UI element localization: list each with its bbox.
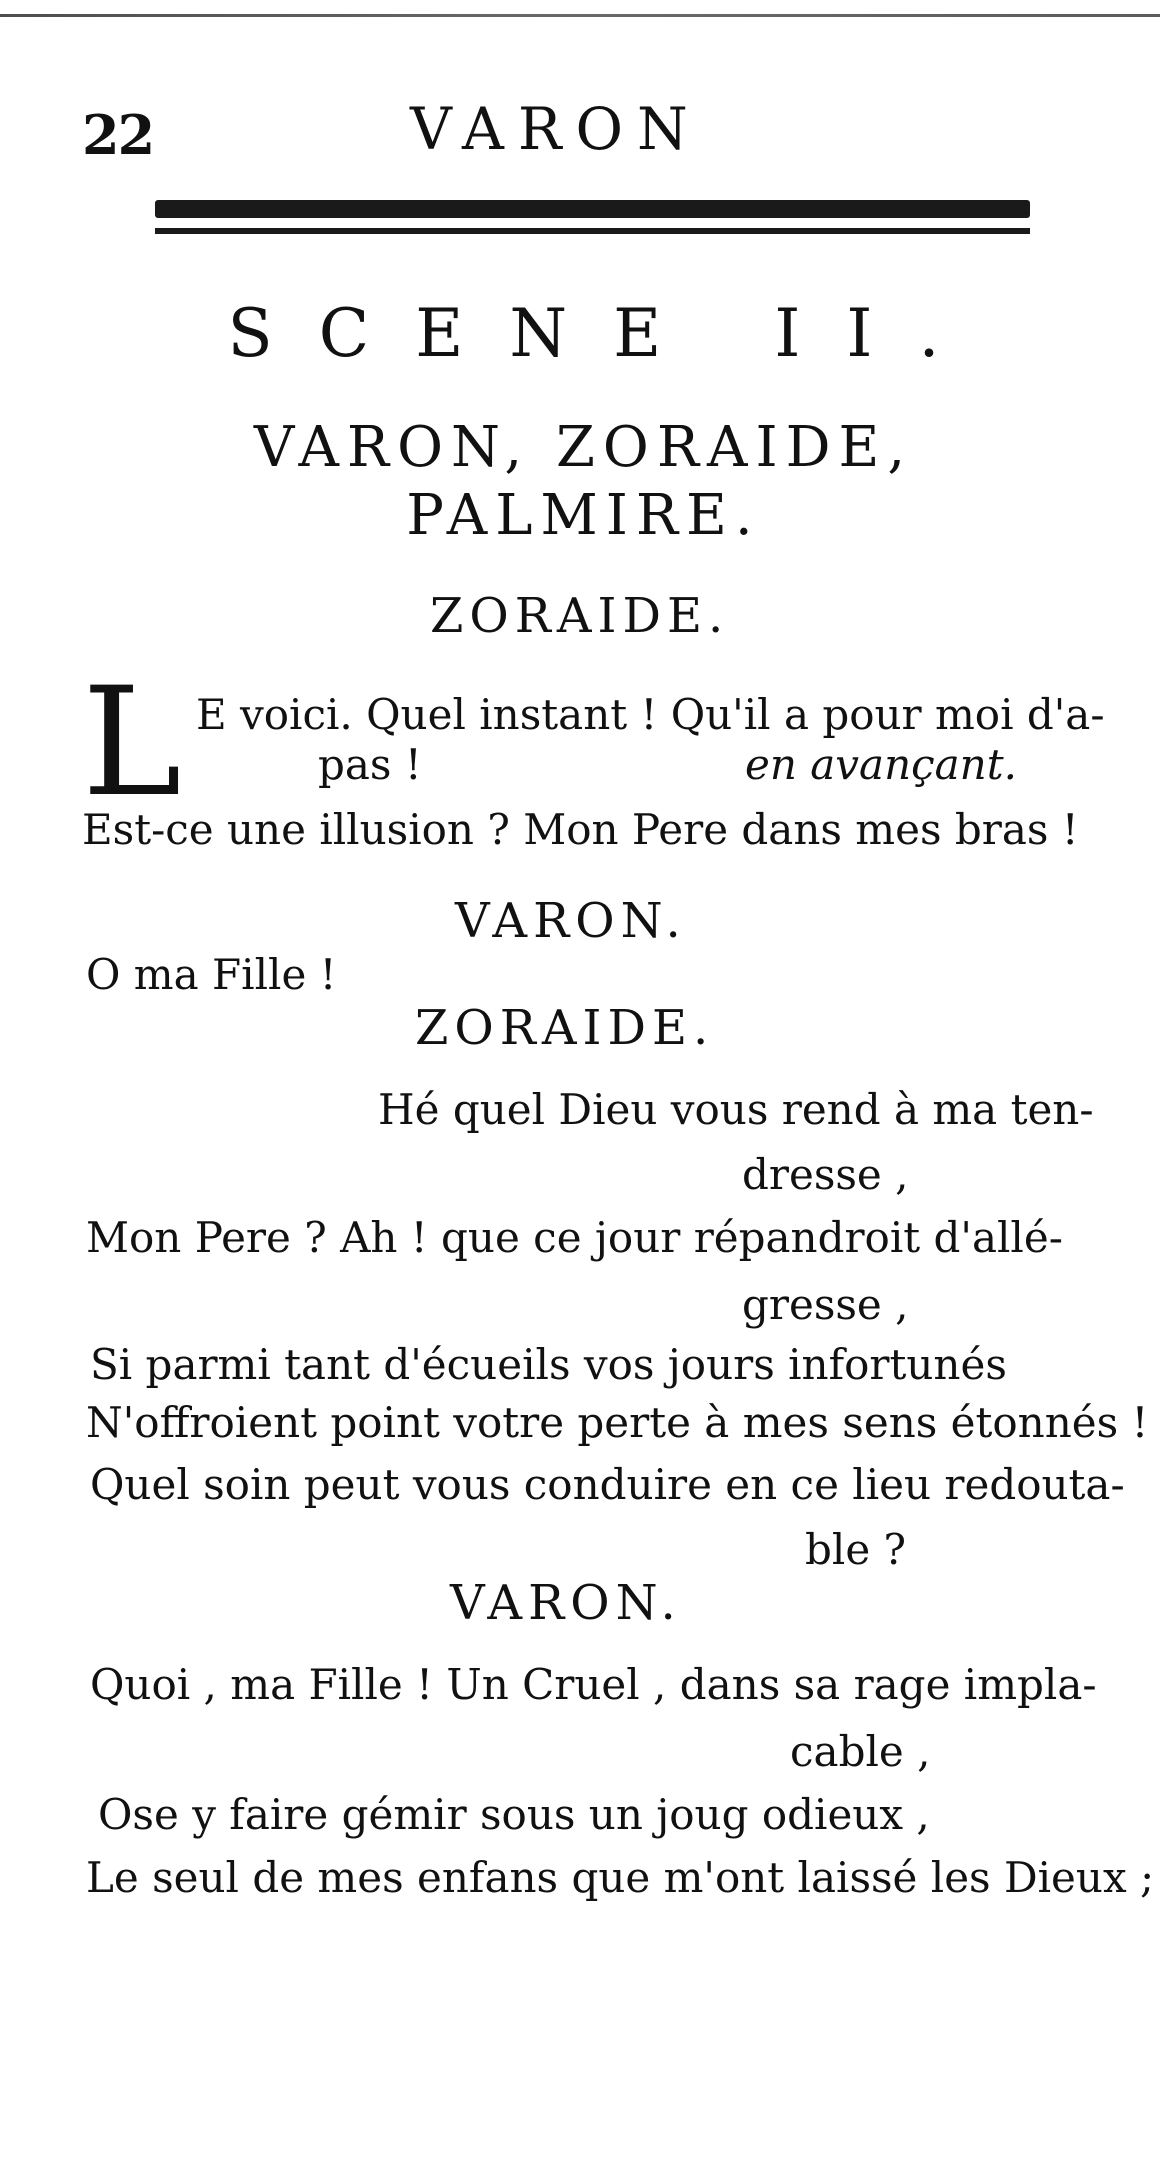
verse-line: dresse ,	[742, 1150, 909, 1199]
stage-direction: en avançant.	[745, 740, 1017, 789]
page-number: 22	[82, 103, 154, 167]
cast-line-2: PALMIRE.	[406, 483, 761, 548]
verse-line: Mon Pere ? Ah ! que ce jour répandroit d'allé-	[86, 1213, 1063, 1262]
verse-line: Hé quel Dieu vous rend à ma ten-	[378, 1085, 1094, 1134]
scene-title: SCENE II.	[227, 295, 986, 372]
verse-line: N'offroient point votre perte à mes sens étonnés !	[86, 1398, 1149, 1447]
verse-line: gresse ,	[742, 1280, 909, 1329]
speaker-name: ZORAIDE.	[415, 1000, 715, 1056]
verse-line: Quoi , ma Fille ! Un Cruel , dans sa rage impla-	[90, 1660, 1097, 1709]
page-header	[0, 95, 1167, 175]
running-head: VARON	[410, 95, 702, 163]
drop-cap: L	[82, 656, 182, 830]
verse-line: E voici. Quel instant ! Qu'il a pour moi d'a-	[196, 690, 1105, 739]
ornamental-double-rule	[155, 200, 1030, 244]
verse-line: pas !	[318, 740, 422, 789]
verse-line: O ma Fille !	[86, 950, 337, 999]
thick-rule	[155, 200, 1030, 218]
verse-line: Quel soin peut vous conduire en ce lieu redouta-	[90, 1460, 1125, 1509]
thin-rule	[155, 228, 1030, 234]
speaker-name: VARON.	[450, 1575, 682, 1631]
verse-line: ble ?	[805, 1525, 907, 1574]
top-edge-rule	[0, 14, 1160, 17]
verse-line: cable ,	[790, 1727, 931, 1776]
speaker-name: ZORAIDE.	[430, 588, 730, 644]
speaker-name: VARON.	[455, 893, 687, 949]
verse-line: Si parmi tant d'écueils vos jours infortunés	[90, 1340, 1007, 1389]
verse-line: Ose y faire gémir sous un joug odieux ,	[98, 1790, 930, 1839]
verse-line: Le seul de mes enfans que m'ont laissé les Dieux ;	[86, 1853, 1155, 1902]
cast-line-1: VARON, ZORAIDE,	[253, 415, 914, 480]
verse-line: Est-ce une illusion ? Mon Pere dans mes bras !	[82, 805, 1079, 854]
